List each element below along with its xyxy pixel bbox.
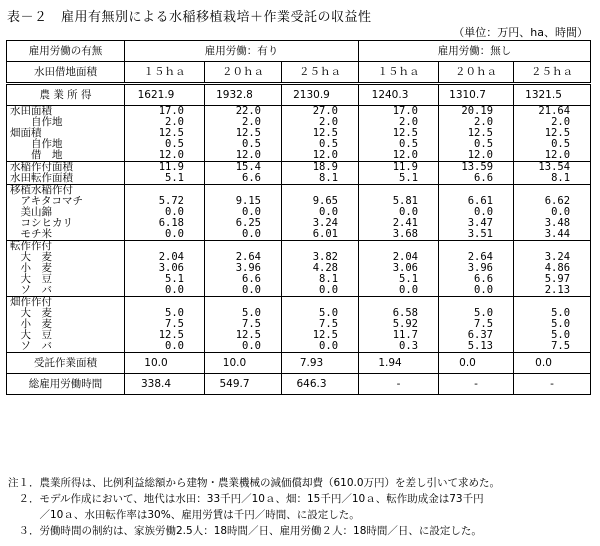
value-cell: 2.0: [551, 116, 571, 128]
area-cell: ２０ｈａ: [205, 62, 282, 84]
hours-cell: 646.3: [282, 374, 359, 395]
footnote: ３．労働時間の制約は、家族労働2.5人：18時間／日、雇用労働２人：18時間／日、に設定した。: [8, 525, 482, 537]
value-cell: 0.5: [474, 138, 494, 150]
value-cell: 6.18: [158, 217, 184, 229]
row-label: モチ米: [10, 228, 52, 240]
value-cell: 5.0: [551, 318, 571, 330]
value-cell: 0.0: [242, 284, 261, 296]
value-cell: 3.44: [544, 228, 571, 240]
group-col: [359, 297, 439, 353]
area-cell: ２５ｈａ: [282, 62, 359, 84]
profitability-table: [6, 40, 591, 395]
row-label: 水田転作面積: [10, 172, 73, 184]
income-label: 農 業 所 得: [7, 84, 125, 106]
value-cell: 12.0: [392, 149, 419, 161]
header-row: [7, 41, 591, 62]
value-cell: 12.5: [235, 127, 261, 139]
value-cell: 0.5: [242, 138, 261, 150]
value-cell: 2.41: [392, 217, 419, 229]
row-label: 転作作付: [10, 240, 52, 252]
footnotes: [8, 475, 500, 539]
value-cell: 0.0: [319, 340, 339, 352]
value-cell: 3.96: [235, 262, 261, 274]
group-col: [125, 106, 205, 162]
row-label: 水田面積: [10, 105, 52, 117]
value-cell: 8.1: [319, 273, 339, 285]
group-col: [282, 106, 359, 162]
value-cell: 21.64: [538, 105, 571, 117]
header-label: 雇用労働の有無: [7, 41, 125, 62]
group-row-upland-crops: [7, 297, 591, 353]
group-col: [282, 297, 359, 353]
group-col: [359, 185, 439, 241]
value-cell: 13.54: [538, 161, 571, 173]
value-cell: 8.1: [319, 172, 339, 184]
value-cell: 6.37: [467, 329, 494, 341]
group-col: [439, 162, 514, 185]
value-cell: 0.0: [165, 206, 184, 218]
value-cell: 5.0: [551, 329, 571, 341]
value-cell: 5.13: [467, 340, 494, 352]
group-col: [205, 297, 282, 353]
value-cell: 0.0: [399, 284, 419, 296]
footnote: ２．モデル作成において、地代は水田：33千円／10ａ、畑：15千円／10ａ、転作助成金は73千円: [8, 493, 484, 505]
value-cell: 0.0: [165, 340, 184, 352]
table-title: 表－２ 雇用有無別による水稲移植栽培＋作業受託の収益性: [7, 10, 372, 25]
value-cell: 6.61: [467, 195, 494, 207]
value-cell: 12.5: [467, 127, 494, 139]
area-cell: ２０ｈａ: [439, 62, 514, 84]
footnote: 注１．農業所得は、比例利益総額から建物・農業機械の減価償却費（610.0万円）を差し引いて求めた。: [8, 477, 501, 489]
group-col: [439, 106, 514, 162]
contract-row: [7, 353, 591, 374]
hours-label: 総雇用労働時間: [7, 374, 125, 395]
value-cell: 20.19: [461, 105, 494, 117]
value-cell: 9.65: [312, 195, 339, 207]
value-cell: 2.64: [235, 251, 261, 263]
group-col: [282, 241, 359, 297]
value-cell: 11.9: [158, 161, 184, 173]
value-cell: 12.0: [158, 149, 184, 161]
value-cell: 0.5: [551, 138, 571, 150]
value-cell: 17.0: [158, 105, 184, 117]
group-row-rice-area: [7, 162, 591, 185]
value-cell: 2.0: [399, 116, 419, 128]
value-cell: 5.1: [165, 273, 184, 285]
value-cell: 7.5: [319, 318, 339, 330]
group-col: [125, 185, 205, 241]
value-cell: 12.5: [392, 127, 419, 139]
value-cell: 3.48: [544, 217, 571, 229]
hours-cell: 549.7: [205, 374, 282, 395]
value-cell: 6.62: [544, 195, 571, 207]
group-col: [205, 162, 282, 185]
row-label: 移植水稲作付: [10, 184, 73, 196]
contract-cell: 7.93: [282, 353, 359, 374]
value-cell: 5.0: [551, 307, 571, 319]
value-cell: 3.24: [312, 217, 339, 229]
unit-note: （単位：万円、ha、時間）: [453, 26, 588, 39]
value-cell: 0.0: [399, 206, 419, 218]
row-label: ソ バ: [10, 340, 52, 352]
income-row: [7, 84, 591, 106]
value-cell: 0.5: [319, 138, 339, 150]
value-cell: 12.0: [235, 149, 261, 161]
row-label: 畑面積: [10, 127, 42, 139]
group-col: [439, 185, 514, 241]
group-col: [359, 162, 439, 185]
row-label: アキタコマチ: [10, 195, 83, 207]
hours-cell: 338.4: [125, 374, 205, 395]
value-cell: 6.01: [312, 228, 339, 240]
group-labels: [7, 185, 125, 241]
contract-label: 受託作業面積: [7, 353, 125, 374]
value-cell: 0.0: [474, 284, 494, 296]
group-col: [514, 185, 591, 241]
value-cell: 12.5: [235, 329, 261, 341]
value-cell: 3.06: [158, 262, 184, 274]
row-label: 大 麦: [10, 251, 52, 263]
value-cell: 0.5: [165, 138, 184, 150]
income-cell: 1932.8: [205, 84, 282, 106]
value-cell: 15.4: [235, 161, 261, 173]
value-cell: 4.86: [544, 262, 571, 274]
group-col: [514, 241, 591, 297]
row-label: ソ バ: [10, 284, 52, 296]
area-cell: １５ｈａ: [359, 62, 439, 84]
group-col: [282, 185, 359, 241]
value-cell: 6.58: [392, 307, 419, 319]
group-col: [125, 241, 205, 297]
value-cell: 2.13: [544, 284, 571, 296]
contract-cell: 0.0: [439, 353, 514, 374]
value-cell: 5.1: [165, 172, 184, 184]
value-cell: 5.1: [399, 273, 419, 285]
value-cell: 5.0: [319, 307, 339, 319]
value-cell: 6.25: [235, 217, 261, 229]
value-cell: 12.0: [312, 149, 339, 161]
income-cell: 1621.9: [125, 84, 205, 106]
value-cell: 6.6: [474, 172, 494, 184]
value-cell: 12.5: [312, 127, 339, 139]
value-cell: 7.5: [551, 340, 571, 352]
group-col: [205, 241, 282, 297]
row-label: 借 地: [10, 149, 63, 161]
value-cell: 4.28: [312, 262, 339, 274]
row-label: 水稲作付面積: [10, 161, 73, 173]
value-cell: 5.72: [158, 195, 184, 207]
value-cell: 2.64: [467, 251, 494, 263]
row-label: 美山錦: [10, 206, 52, 218]
value-cell: 2.0: [165, 116, 184, 128]
hours-cell: -: [514, 374, 591, 395]
group-col: [514, 106, 591, 162]
value-cell: 0.0: [551, 206, 571, 218]
group-col: [359, 241, 439, 297]
value-cell: 7.5: [242, 318, 261, 330]
value-cell: 5.1: [399, 172, 419, 184]
group-labels: [7, 106, 125, 162]
contract-cell: 1.94: [359, 353, 439, 374]
value-cell: 0.0: [165, 284, 184, 296]
row-label: 大 麦: [10, 307, 52, 319]
row-label: 自作地: [10, 138, 63, 150]
group-row-land: [7, 106, 591, 162]
header-without-employment: 雇用労働：無し: [359, 41, 591, 62]
value-cell: 27.0: [312, 105, 339, 117]
hours-row: [7, 374, 591, 395]
area-row: [7, 62, 591, 84]
row-label: コシヒカリ: [10, 217, 73, 229]
value-cell: 6.6: [474, 273, 494, 285]
area-label: 水田借地面積: [7, 62, 125, 84]
contract-cell: 10.0: [205, 353, 282, 374]
row-label: 小 麦: [10, 262, 52, 274]
header-with-employment: 雇用労働：有り: [125, 41, 359, 62]
value-cell: 7.5: [474, 318, 494, 330]
group-labels: [7, 162, 125, 185]
value-cell: 11.7: [392, 329, 419, 341]
value-cell: 12.0: [544, 149, 571, 161]
income-cell: 1310.7: [439, 84, 514, 106]
value-cell: 2.0: [474, 116, 494, 128]
group-col: [514, 162, 591, 185]
value-cell: 0.0: [474, 206, 494, 218]
row-label: 自作地: [10, 116, 63, 128]
value-cell: 3.06: [392, 262, 419, 274]
contract-cell: 10.0: [125, 353, 205, 374]
value-cell: 12.5: [158, 127, 184, 139]
area-cell: １５ｈａ: [125, 62, 205, 84]
value-cell: 3.51: [467, 228, 494, 240]
value-cell: 7.5: [165, 318, 184, 330]
hours-cell: -: [359, 374, 439, 395]
value-cell: 17.0: [392, 105, 419, 117]
contract-cell: 0.0: [514, 353, 591, 374]
row-label: 大 豆: [10, 273, 52, 285]
value-cell: 2.0: [319, 116, 339, 128]
group-col: [125, 297, 205, 353]
group-row-conversion-crops: [7, 241, 591, 297]
value-cell: 5.0: [242, 307, 261, 319]
value-cell: 2.04: [392, 251, 419, 263]
value-cell: 5.81: [392, 195, 419, 207]
value-cell: 0.0: [319, 206, 339, 218]
income-cell: 1240.3: [359, 84, 439, 106]
group-labels: [7, 241, 125, 297]
value-cell: 5.0: [165, 307, 184, 319]
group-col: [125, 162, 205, 185]
value-cell: 22.0: [235, 105, 261, 117]
value-cell: 5.97: [544, 273, 571, 285]
value-cell: 8.1: [551, 172, 571, 184]
value-cell: 6.6: [242, 273, 261, 285]
footnote: ／10ａ、水田転作率は30%、雇用労賃は千円／時間、に設定した。: [8, 509, 360, 521]
value-cell: 9.15: [235, 195, 261, 207]
value-cell: 3.47: [467, 217, 494, 229]
value-cell: 2.04: [158, 251, 184, 263]
value-cell: 2.0: [242, 116, 261, 128]
row-label: 大 豆: [10, 329, 52, 341]
group-col: [359, 106, 439, 162]
group-col: [439, 297, 514, 353]
value-cell: 0.0: [242, 206, 261, 218]
value-cell: 0.0: [165, 228, 184, 240]
group-col: [205, 185, 282, 241]
value-cell: 5.92: [392, 318, 419, 330]
value-cell: 3.96: [467, 262, 494, 274]
group-col: [282, 162, 359, 185]
value-cell: 12.5: [544, 127, 571, 139]
value-cell: 11.9: [392, 161, 419, 173]
group-col: [439, 241, 514, 297]
value-cell: 0.5: [399, 138, 419, 150]
value-cell: 12.5: [312, 329, 339, 341]
group-row-rice-varieties: [7, 185, 591, 241]
value-cell: 12.0: [467, 149, 494, 161]
group-col: [514, 297, 591, 353]
group-col: [205, 106, 282, 162]
hours-cell: -: [439, 374, 514, 395]
value-cell: 18.9: [312, 161, 339, 173]
income-cell: 2130.9: [282, 84, 359, 106]
value-cell: 6.6: [242, 172, 261, 184]
value-cell: 0.0: [242, 228, 261, 240]
value-cell: 13.59: [461, 161, 494, 173]
income-cell: 1321.5: [514, 84, 591, 106]
value-cell: 5.0: [474, 307, 494, 319]
row-label: 畑作作付: [10, 296, 52, 308]
value-cell: 0.0: [242, 340, 261, 352]
group-labels: [7, 297, 125, 353]
value-cell: 0.0: [319, 284, 339, 296]
row-label: 小 麦: [10, 318, 52, 330]
value-cell: 3.24: [544, 251, 571, 263]
value-cell: 12.5: [158, 329, 184, 341]
area-cell: ２５ｈａ: [514, 62, 591, 84]
value-cell: 3.82: [312, 251, 339, 263]
value-cell: 3.68: [392, 228, 419, 240]
value-cell: 0.3: [399, 340, 419, 352]
